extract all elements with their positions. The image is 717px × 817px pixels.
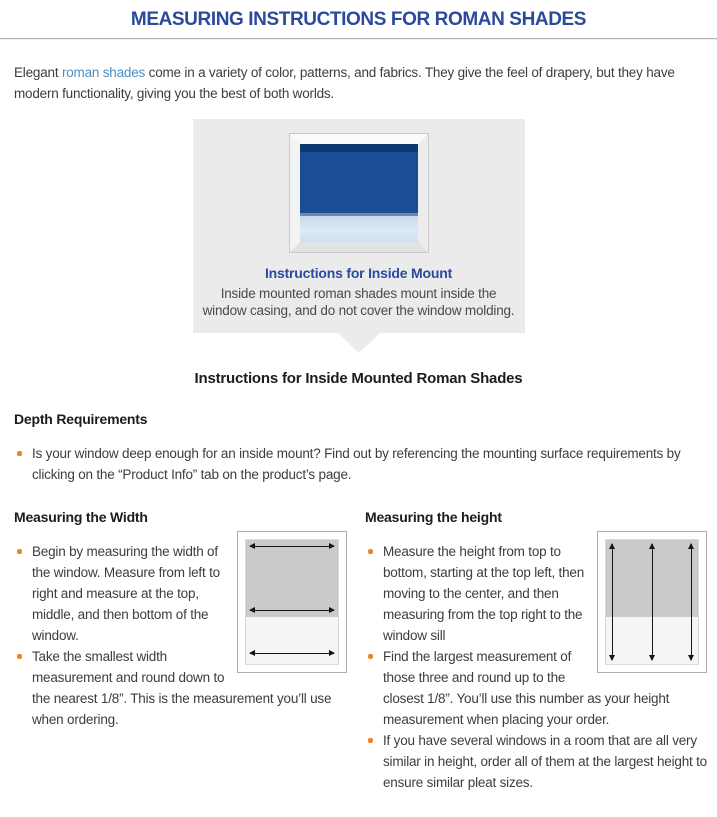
measuring-height-list [365, 541, 707, 793]
measuring-height-column [365, 509, 707, 793]
inside-mount-section-heading: Instructions for Inside Mounted Roman Shades [194, 370, 523, 387]
intro-text-post: come in a variety of color, patterns, and fabrics. They give the feel of drapery, but they have modern functionality, giving you the best of both worlds. [14, 65, 675, 101]
window-opening [300, 216, 418, 242]
list-item: Find the largest measurement of those three and round up to the closest 1/8”. You’ll use this number as your height measurement when placing your order. [365, 646, 707, 730]
intro-paragraph [14, 62, 703, 104]
inside-mount-callout [193, 119, 525, 333]
title-divider [0, 38, 717, 40]
list-item: Measure the height from top to bottom, starting at the top left, then moving to the center, and then measuring from the top right to the window sill [365, 541, 707, 646]
list-item: Take the smallest width measurement and round down to the nearest 1/8”. This is the measurement you’ll use when ordering. [14, 646, 347, 730]
roman-shades-link[interactable]: roman shades [61, 65, 146, 80]
depth-requirements-list [14, 443, 703, 485]
list-item: If you have several windows in a room that are all very similar in height, order all of them at the largest height to ensure similar pleat sizes. [365, 730, 707, 793]
list-item: Begin by measuring the width of the window. Measure from left to right and measure at the top, middle, and then bottom of the window. [14, 541, 347, 646]
callout-description: Inside mounted roman shades mount inside the window casing, and do not cover the window molding. [202, 286, 515, 318]
measuring-width-list [14, 541, 347, 730]
callout-pointer-triangle [338, 333, 380, 353]
inside-mount-shade-image [290, 134, 428, 252]
measuring-width-column [14, 509, 347, 793]
list-item: Is your window deep enough for an inside mount? Find out by referencing the mounting surface requirements by clicking on the “Product Info” tab on the product’s page. [14, 443, 703, 485]
measuring-columns [14, 509, 707, 793]
shade-fabric [300, 152, 418, 216]
shade-headrail [300, 144, 418, 152]
measuring-height-heading: Measuring the height [365, 509, 502, 525]
page-title: MEASURING INSTRUCTIONS FOR ROMAN SHADES [130, 9, 587, 30]
instructions-inside-mount-link[interactable]: Instructions for Inside Mount [264, 265, 453, 281]
measuring-width-heading: Measuring the Width [14, 509, 148, 525]
depth-requirements-heading: Depth Requirements [14, 411, 148, 427]
intro-text-pre: Elegant [14, 65, 62, 80]
